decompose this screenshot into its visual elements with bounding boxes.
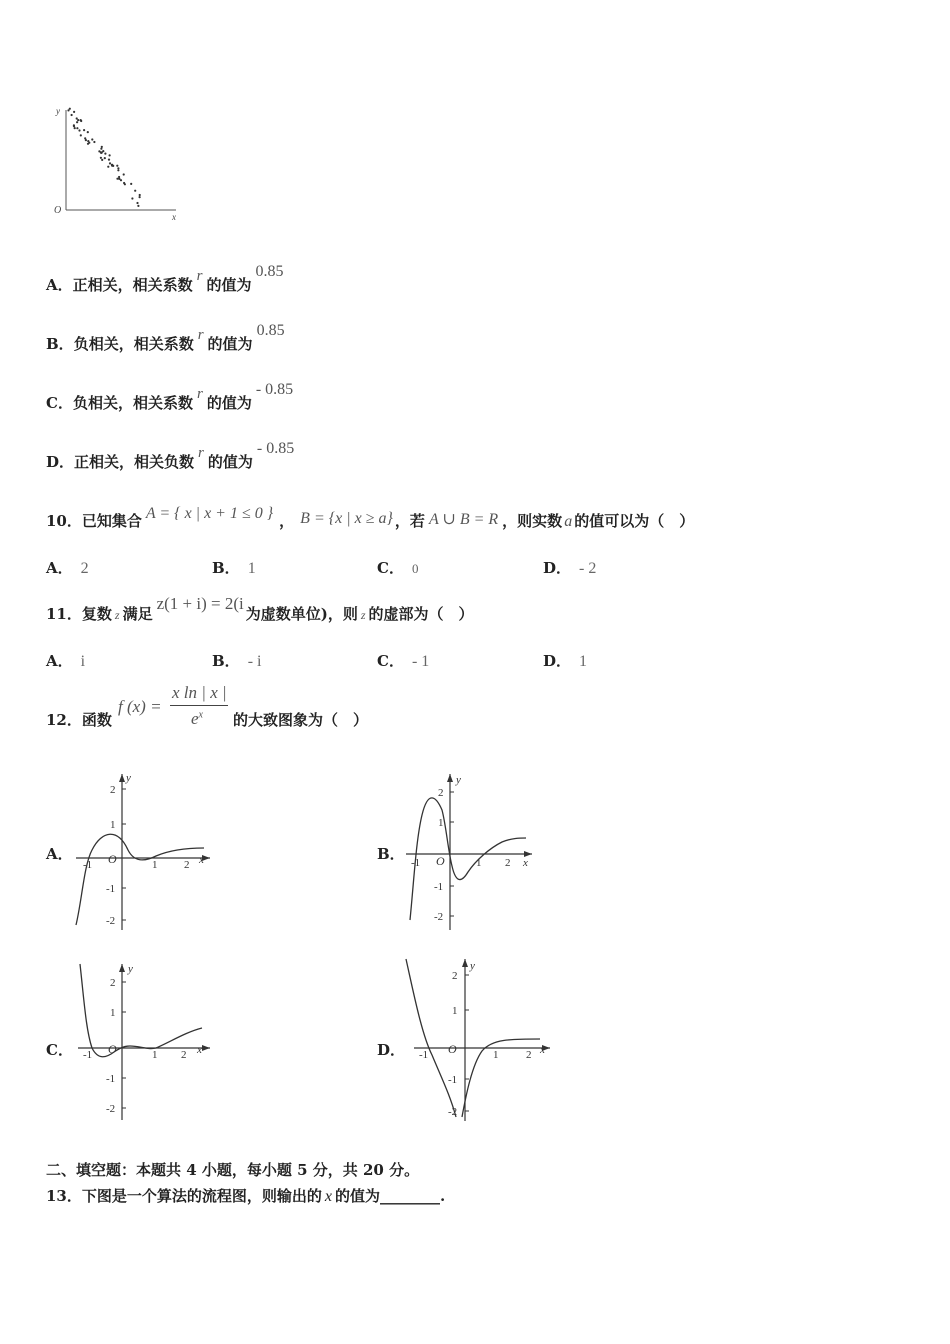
origin-label: O [436, 854, 445, 868]
scatter-point [109, 162, 111, 164]
tick-x1: 1 [476, 857, 482, 869]
scatter-point [73, 125, 75, 127]
tick-ym2: -2 [106, 1103, 116, 1115]
scatter-point [120, 179, 122, 181]
axis-y-label: y [126, 772, 131, 784]
option-label: C． [46, 394, 73, 412]
option-suffix: 的值为 [207, 335, 253, 353]
tick-xm1: -1 [83, 859, 93, 871]
scatter-point [139, 194, 141, 196]
q11-option-d [543, 650, 587, 671]
option-label: B． [212, 652, 240, 670]
option-value: 1 [247, 560, 256, 577]
q10-text-2: ，若 [394, 512, 425, 530]
q12-denominator [191, 709, 203, 729]
option-var: r [196, 268, 203, 284]
tick-xm1: -1 [419, 1049, 429, 1061]
scatter-point [100, 157, 102, 159]
scatter-point [69, 108, 71, 110]
scatter-point [87, 143, 89, 145]
axis-y-label: y [470, 960, 475, 972]
scatter-point [111, 165, 113, 167]
axis-x-label: x [199, 854, 204, 866]
option-suffix: 的值为 [207, 453, 253, 471]
option-label: D． [46, 453, 75, 471]
q10-text-3: ，则实数 [502, 512, 563, 530]
tick-y2: 2 [110, 977, 116, 989]
q12-numerator: x ln | x | [172, 683, 227, 702]
tick-x2: 2 [181, 1049, 187, 1061]
scatter-point [116, 178, 118, 180]
union-expression: A ∪ B = R [428, 511, 499, 528]
q11-text-1: 复数 [81, 605, 112, 623]
section-2-heading: 二、填空题：本题共 4 小题，每小题 5 分，共 20 分。 [46, 1161, 420, 1179]
scatter-point [123, 173, 125, 175]
option-var: r [198, 445, 204, 461]
option-text: 正相关，相关负数 [74, 453, 195, 471]
tick-x1: 1 [152, 1049, 158, 1061]
q10-text-1: 已知集合 [81, 512, 142, 530]
q10-option-c [377, 557, 418, 578]
scatter-point [87, 140, 89, 142]
tick-y1: 1 [110, 819, 116, 831]
scatter-point [76, 121, 78, 123]
tick-y1: 1 [452, 1005, 458, 1017]
q12-text-1: 函数 [81, 711, 112, 729]
tick-y2: 2 [452, 970, 458, 982]
scatter-point [77, 119, 79, 121]
scatter-point [136, 202, 138, 204]
scatter-point [116, 165, 118, 167]
scatter-point [84, 137, 86, 139]
option-value: i [80, 653, 86, 670]
scatter-point [130, 183, 132, 185]
q11-stem [46, 594, 474, 624]
option-value: 0.85 [255, 263, 284, 280]
scatter-point [139, 196, 141, 198]
option-value: 2 [80, 560, 89, 577]
option-label: A． [46, 652, 73, 670]
q12-stem [46, 709, 112, 730]
set-b-expression: B = {x | x ≥ a} [300, 510, 393, 527]
option-label: C． [377, 559, 404, 577]
option-text: 正相关，相关系数 [72, 276, 193, 294]
origin-label: O [108, 1042, 117, 1056]
scatter-point [117, 167, 119, 169]
tick-x2: 2 [184, 859, 190, 871]
tick-ym2: -2 [448, 1106, 458, 1118]
axis-x-label: x [523, 857, 528, 869]
scatter-point [76, 127, 78, 129]
q10-stem [46, 505, 695, 531]
q10-comma: ， [279, 512, 295, 530]
option-suffix: 的值为 [206, 276, 252, 294]
scatter-point [104, 153, 106, 155]
scatter-point [109, 154, 111, 156]
option-value: - i [247, 653, 262, 670]
scatter-point [80, 119, 82, 121]
graph-a-label: A． [46, 845, 73, 863]
scatter-x-label: x [172, 212, 176, 222]
q13-stem [46, 1185, 445, 1206]
option-label: A． [46, 276, 73, 294]
origin-label: O [108, 852, 117, 866]
q9-option-d [46, 440, 295, 472]
option-label: D． [543, 559, 572, 577]
curve-a [76, 834, 204, 925]
q10-option-a [46, 557, 89, 578]
scatter-point [131, 197, 133, 199]
q10-var: a [564, 513, 573, 530]
tick-xm1: -1 [411, 857, 421, 869]
graph-d-label: D． [377, 1041, 406, 1059]
tick-y1: 1 [438, 817, 444, 829]
scatter-point [101, 146, 103, 148]
q10-option-d [543, 557, 596, 578]
option-value: - 2 [579, 560, 597, 577]
tick-ym2: -2 [434, 911, 444, 923]
origin-label: O [448, 1042, 457, 1056]
q11-text-2: 满足 [122, 605, 153, 623]
option-label: D． [543, 652, 572, 670]
tick-y2: 2 [110, 784, 116, 796]
option-value: 1 [579, 653, 588, 670]
tick-y2: 2 [438, 787, 444, 799]
q12-function-lhs: f (x) = [118, 697, 162, 716]
scatter-point [93, 141, 95, 143]
q13-text-2: 的值为________. [335, 1187, 446, 1205]
tick-x2: 2 [505, 857, 511, 869]
option-value: - 0.85 [256, 440, 295, 457]
q11-option-c [377, 650, 429, 671]
question-number: 12． [46, 711, 82, 729]
q11-equation: z(1 + i) = 2(i [156, 594, 244, 613]
graph-d [400, 955, 560, 1130]
scatter-point [134, 190, 136, 192]
scatter-point [117, 169, 119, 171]
q12-fraction-bar [170, 705, 228, 706]
graph-a [70, 770, 220, 940]
scatter-point [137, 205, 139, 207]
option-var: r [197, 327, 204, 343]
option-label: A． [46, 559, 73, 577]
scatter-point [91, 138, 93, 140]
tick-ym1: -1 [106, 883, 116, 895]
option-text: 负相关，相关系数 [72, 394, 193, 412]
option-label: B． [212, 559, 240, 577]
tick-ym1: -1 [106, 1073, 116, 1085]
q12-text-2: 的大致图象为（ ） [233, 711, 369, 729]
q11-option-b [212, 650, 261, 671]
scatter-point [80, 134, 82, 136]
tick-xm1: -1 [83, 1049, 93, 1061]
q9-option-c [46, 381, 294, 413]
scatter-point [83, 129, 85, 131]
graph-b [402, 770, 552, 940]
axis-y-label: y [128, 963, 133, 975]
option-value: 0.85 [256, 322, 285, 339]
q10-option-b [212, 557, 256, 578]
curve-c [80, 964, 202, 1057]
q9-option-a [46, 263, 284, 295]
scatter-point [78, 129, 80, 131]
graph-c [70, 960, 220, 1130]
q11-text-3: 为虚数单位)，则 [245, 605, 358, 623]
tick-x2: 2 [526, 1049, 532, 1061]
option-var: r [196, 386, 203, 402]
question-number: 11． [46, 605, 82, 623]
option-value: - 1 [411, 653, 430, 670]
option-text: 负相关，相关系数 [73, 335, 194, 353]
q12-exponent: x [198, 709, 203, 721]
scatter-point [76, 117, 78, 119]
scatter-point [101, 159, 103, 161]
q11-var: z [114, 608, 120, 622]
scatter-point [73, 111, 75, 113]
q9-option-b [46, 322, 285, 354]
question-number: 10． [46, 512, 82, 530]
scatter-point [118, 176, 120, 178]
q11-option-a [46, 650, 85, 671]
option-label: B． [46, 335, 74, 353]
scatter-point [104, 157, 106, 159]
option-value: 0 [411, 561, 419, 576]
q13-text-1: 13．下图是一个算法的流程图，则输出的 [46, 1187, 322, 1205]
option-suffix: 的值为 [206, 394, 252, 412]
scatter-point [108, 159, 110, 161]
tick-x1: 1 [152, 859, 158, 871]
scatter-origin: O [54, 205, 62, 216]
q12-denominator-base: e [191, 709, 199, 728]
axis-x-label: x [197, 1044, 202, 1056]
scatter-plot [48, 100, 188, 225]
option-value: - 0.85 [255, 381, 294, 398]
tick-y1: 1 [110, 1007, 116, 1019]
q11-var-2: z [360, 608, 366, 622]
q11-text-4: 的虚部为（ ） [368, 605, 474, 623]
q10-text-4: 的值可以为（ ） [574, 512, 695, 530]
graph-c-label: C． [46, 1041, 73, 1059]
scatter-y-label: y [56, 106, 60, 116]
axis-y-label: y [456, 774, 461, 786]
scatter-point [123, 182, 125, 184]
curve-d-left [406, 959, 456, 1117]
tick-ym1: -1 [434, 881, 444, 893]
option-label: C． [377, 652, 404, 670]
tick-x1: 1 [493, 1049, 499, 1061]
scatter-point [107, 166, 109, 168]
tick-ym2: -2 [106, 915, 116, 927]
set-a-expression: A = { x | x + 1 ≤ 0 } [145, 505, 274, 522]
scatter-point [74, 127, 76, 129]
graph-b-label: B． [377, 845, 405, 863]
scatter-point [71, 114, 73, 116]
axis-x-label: x [540, 1044, 545, 1056]
tick-ym1: -1 [448, 1074, 458, 1086]
scatter-point [87, 131, 89, 133]
scatter-point [101, 151, 103, 153]
q13-var: x [324, 1188, 332, 1205]
